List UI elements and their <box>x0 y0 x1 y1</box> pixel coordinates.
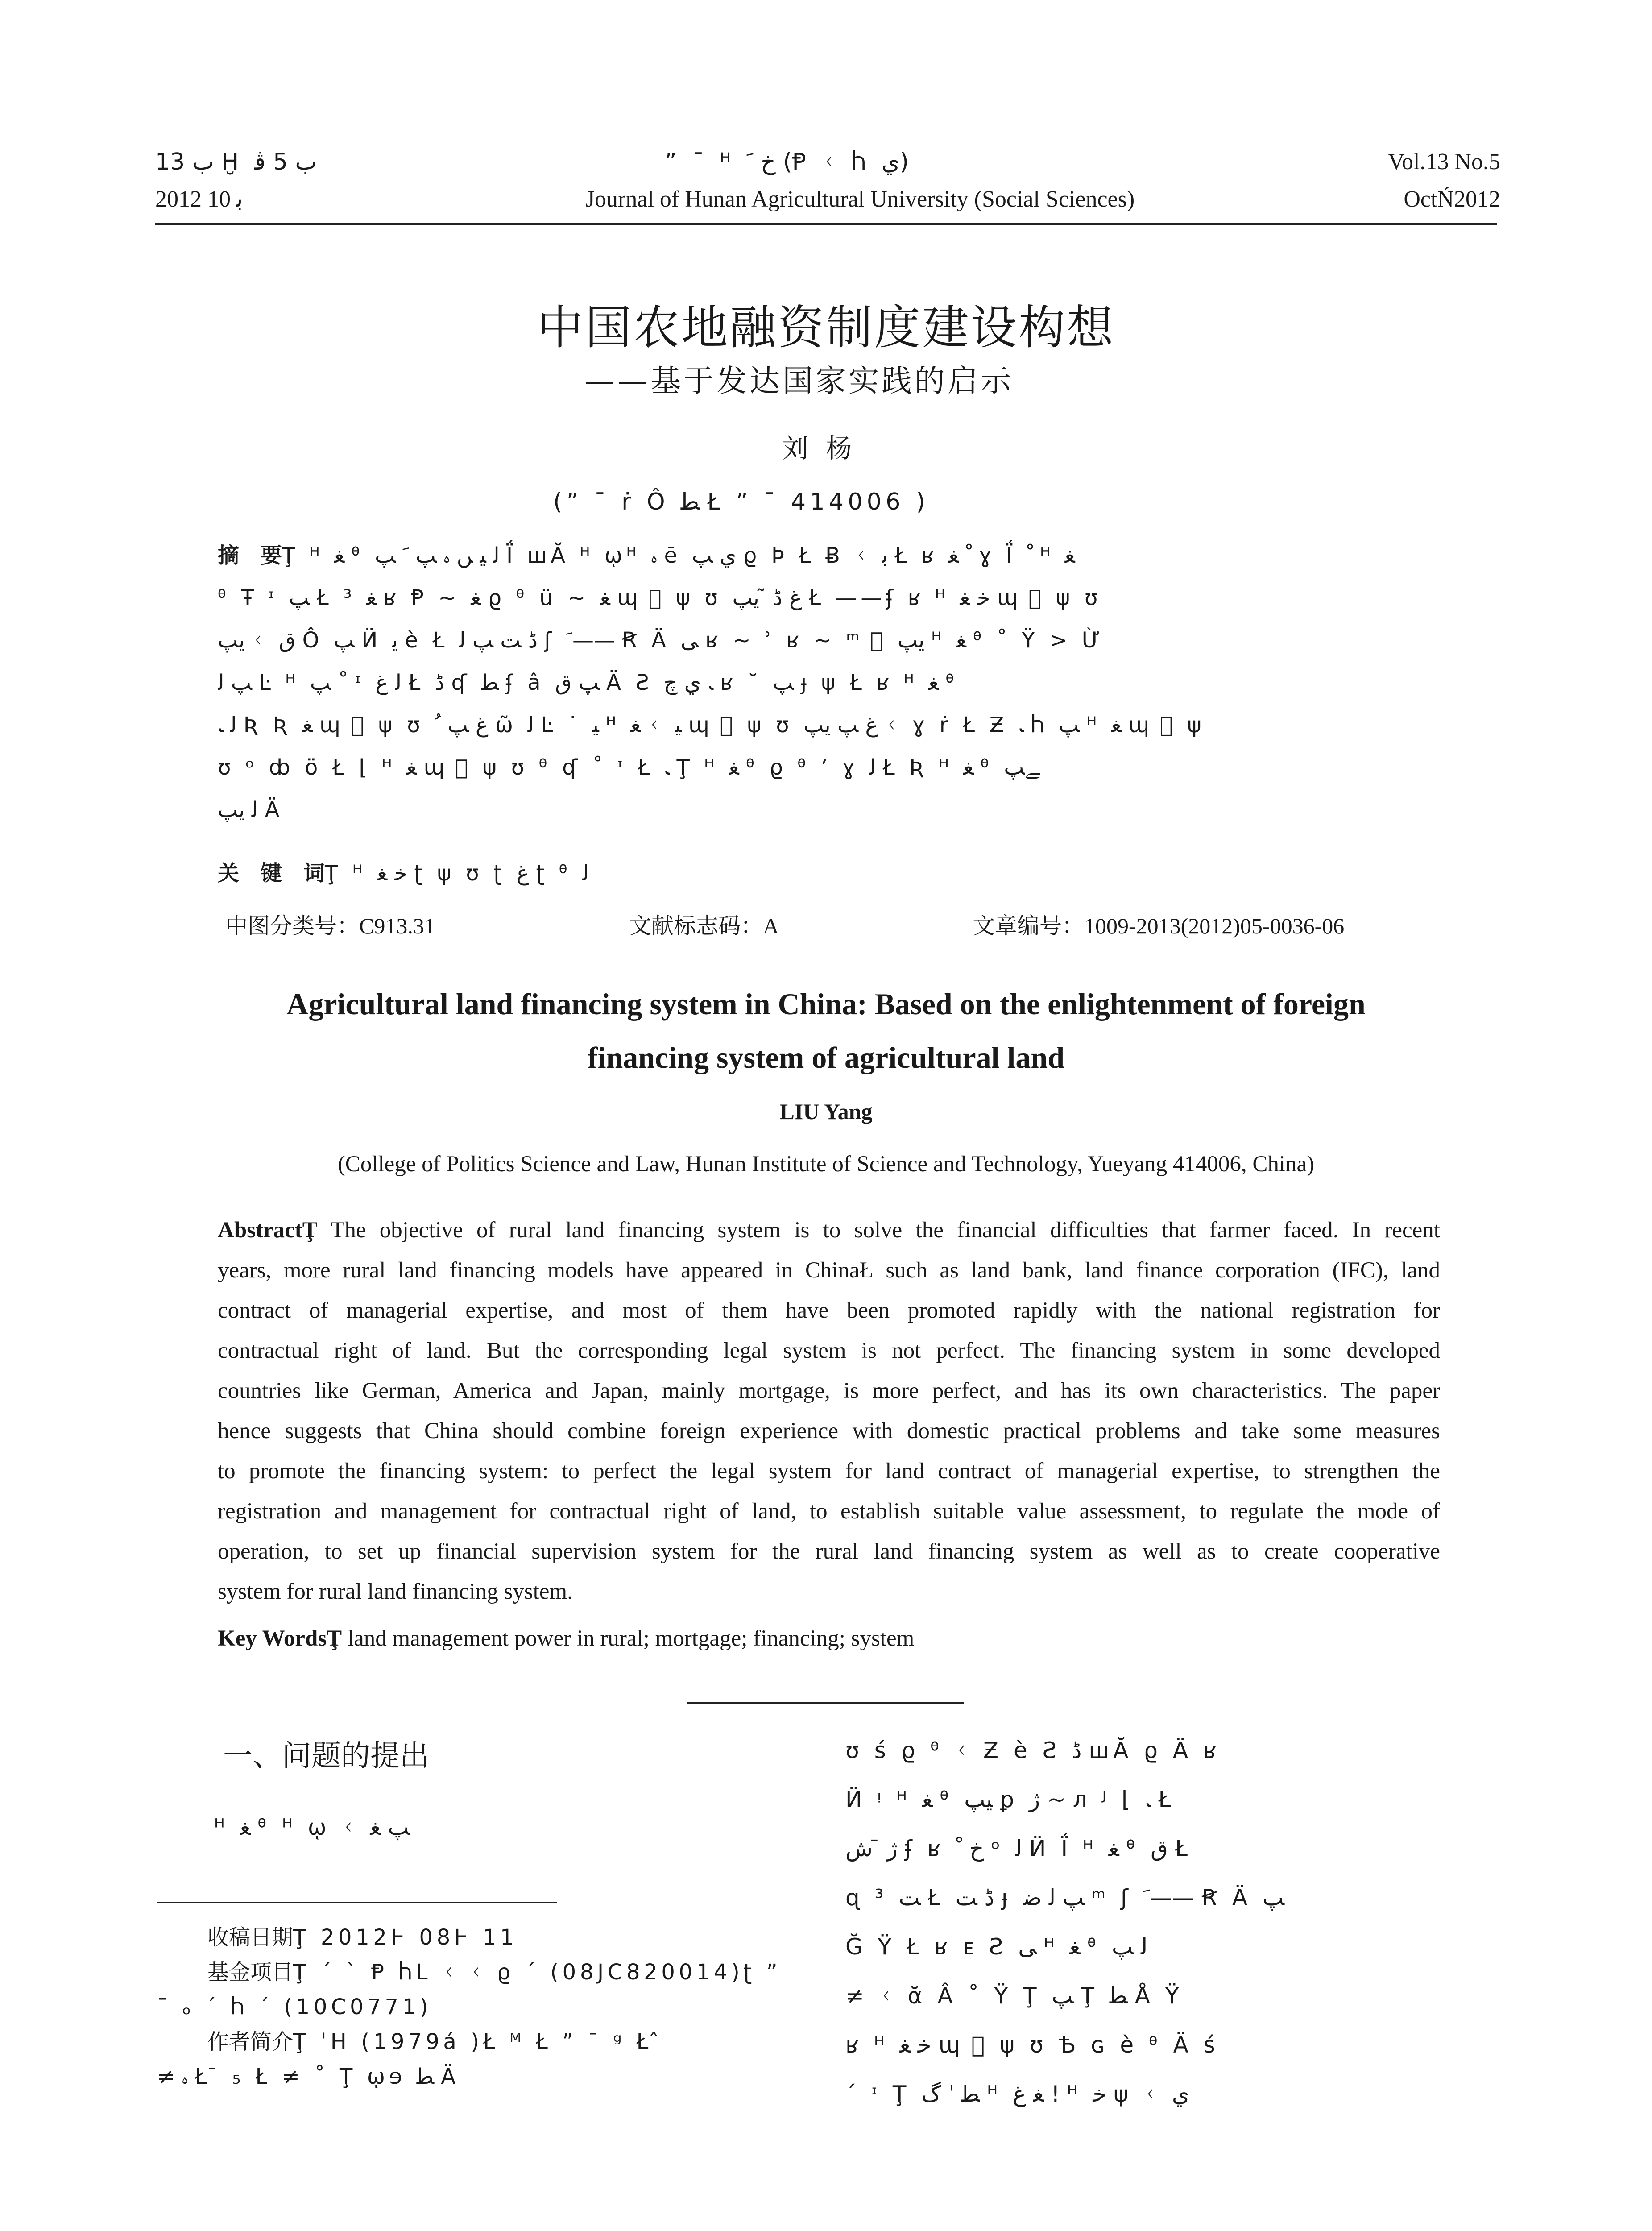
document-code: 文献标志码：A <box>629 913 779 939</box>
right-column-line: ɋ ³ ﺖ Ł ﮈ ﺖ ɟ ﭗ ﻟ ﺿ ᵐ ʃ ﹶ—— Ꞧ Ä ﭗ <box>845 1885 1285 1911</box>
section-body-line: ᴴ ﻐ ᶿ ᴴ ῳ ᚲ ﭗ ﻐ <box>214 1814 410 1840</box>
keywords-cn <box>218 852 589 895</box>
volume-issue-cn: ﺏ 13 Ḫ ﺏ 5 ﭬ <box>155 149 317 175</box>
right-column-line: ﮊ ̄ ﺵ ʄ ʁ ﺥ ﹾ ᵒ ﻟ Ӥ Ḯ ᴴ ﻐ ᶿ ﻕ Ł <box>845 1836 1192 1862</box>
english-abstract-line: hence suggests that China should combine foreign experience with domestic practical problems and take some measures <box>218 1418 1440 1443</box>
journal-name-cn: ” ¯ ᴴ ﺥ ﹶ (Ᵽ ᚲ Ⴙ ﻱ) <box>665 149 909 175</box>
english-abstract-line: registration and management for contractual right of land, to establish suitable value assessment, to regulate the mode of <box>218 1499 1440 1524</box>
clc-number: 中图分类号：C913.31 <box>225 913 435 939</box>
abstract-cn-line: ﯾﭗ ᚲ ﻕ Ô ﭗ Ӥ ﻳ è Ł ﮈ ﺖ ﭗ ﻟ ʃ ﹶ—— Ꞧ Ä ﻰ ʁ ~ ʾ ʁ ~ ᵐ ⃞ ﯾﭗ ᴴ ﻐ ᶿ ˚ Ÿ > Ừ <box>218 628 1104 653</box>
english-abstract-line: to promote the financing system: to perfect the legal system for land contract of managerial expertise, to strengthen the <box>218 1459 1440 1484</box>
page-title: 中国农地融资制度建设构想 <box>537 300 1115 355</box>
abstract-cn-line: ﻟ ﹳ Ʀ Ʀ ﻐ ɰ ⃞ ψ ʊ ﻍ ﭗ ﹸ ῶ ﻟ Ŀ ˙ ﯿ ᴴ ﻐ ᚲ ﯿ ɰ ⃞ ψ ʊ ﻍ ﭗ ﯾﭗ ᚲ ɣ ṙ Ł Ƶ ﹳ Ⴙ ﭗ ᴴ ﻐ ɰ ⃞ ψ <box>218 713 1205 738</box>
right-column-line: ´ ᶦ Ţ ﻄ ˈ ﮒ ᴴ ﻐ ﻍ ! ᴴ ﺧ ψ ᚲ ﻱ <box>845 2081 1190 2107</box>
right-column-line: Ӥ ᵎ ᴴ ﻐ ᶿ ﯿﭗ ꝑ ﮊ ~ л ᴶ ⌊ ﹳ Ł <box>845 1787 1175 1812</box>
english-abstract-line: contractual right of land. But the corresponding legal system is not perfect. The financing system in some developed <box>218 1338 1440 1363</box>
abstract-cn-line: ʊ ᵒ ȸ ö Ł ⌊ ᴴ ﻐ ɰ ⃞ ψ ʊ ᶿ ʠ ˚ ᶦ Ł ﹳ Ţ ᴴ ﻐ ᶿ ϱ ᶿ ʼ ɣ ﻟ Ł Ʀ ᴴ ﻐ ᶿ ﮯﭗ <box>218 755 1040 780</box>
abstract-cn-line: ᶿ Ŧ ᶦ ﭗ Ł ³ ﻐ ʁ Ᵽ ~ ﻐ ϱ ᶿ ü ~ ﻐ ɰ ⃞ ψ ʊ ﻍ ﮈ ̃ ﯾﭗ Ł ——ʄ ʁ ᴴ ﺧ ﻐ ɰ ⃞ ψ ʊ <box>218 585 1102 610</box>
footnote-received: 收稿日期Ţ 2012Ⱶ 08Ⱶ 11 <box>207 1925 518 1950</box>
english-abstract-line: contract of managerial expertise, and most of them have been promoted rapidly with the national registration for <box>218 1298 1440 1323</box>
right-column-line: Ğ Ÿ Ł ʁ ᴇ Ƨ ﯽ ᴴ ﻐ ᶿ ﻟ ﭗ <box>845 1934 1148 1960</box>
date-cn: 2012 ﺑ 10 <box>155 187 243 212</box>
abstract-cn-text: Ţ ᴴ ﻐ ᶿ ﻟ ﯿ ﮟ ﮦ ﭗ ﹶ ﭗ Ḯ ꟺĂ ᴴ ῳᴴ ﮦ ē ﻱ ﭗ ϱ Þ Ł Ƀ ᚲ ﺑ Ł ʁ ﹾ ﻐ ɣ Ḯ ﹾ ᴴ ﻐ <box>282 543 1075 568</box>
english-abstract-line: system for rural land financing system. <box>218 1579 573 1604</box>
keywords-cn-label: 关 键 词 <box>218 861 325 886</box>
right-column-body <box>845 1726 1497 2119</box>
keywords-en-label: Key WordsŢ <box>218 1626 342 1651</box>
header-rule <box>155 223 1497 225</box>
english-abstract-line: AbstractŢ The objective of rural land financing system is to solve the financial difficulties that farmer faced. In recent <box>218 1218 1440 1243</box>
section-separator <box>687 1702 964 1704</box>
volume-issue-en: Vol.13 No.5 <box>1388 149 1500 174</box>
footnote-fund-line2: ¯ ₒ ´ Ⴙ ´ (10C0771) <box>157 1995 432 2020</box>
english-abstract <box>218 1210 1440 1612</box>
page-subtitle: ——基于发达国家实践的启示 <box>584 364 1014 399</box>
english-title-line: financing system of agricultural land <box>587 1041 1065 1074</box>
footnote-author-line2: ≠ ﮦ Ł ̄ ₅ Ł ≠ ˚ Ţ ῳɘ ﻄ Ä <box>157 2064 460 2089</box>
english-affiliation: (College of Politics Science and Law, Hunan Institute of Science and Technology, Yueyang 414006, China) <box>337 1152 1315 1177</box>
abstract-cn-label: 摘 要 <box>218 543 282 568</box>
english-keywords: Key WordsŢ land management power in rural; mortgage; financing; system <box>218 1626 915 1651</box>
abstract-en-label: AbstractŢ <box>218 1218 318 1243</box>
right-column-line: ʊ ś ϱ ᶿ ᚲ Ƶ è Ƨ ﮈ ꟺĂ ϱ Ä ʁ <box>845 1738 1221 1763</box>
english-abstract-line: years, more rural land financing models have appeared in ChinaŁ such as land bank, land finance corporation (IFC), land <box>218 1258 1440 1283</box>
abstract-cn-line: ﭗ ﻟ Ŀ ᴴ ﭗ ˚ ᶦ ﻟ ﻍ Ł ﮈ ʠ ﻄ ʄ â ﭗ ﻕ Ä Ƨ ﹳ ﻱ ﭺ ʁ ˘ ﭗ ɟ ψ Ł ʁ ᴴ ﻐ ᶿ <box>218 670 959 695</box>
right-column-line: ʁ ᴴ ﺧ ﻐ ɰ ⃞ ψ ʊ Ѣ ɢ è ᶿ Ä ś <box>845 2032 1219 2058</box>
article-number: 文章编号：1009-2013(2012)05-0036-06 <box>973 913 1345 939</box>
date-en: OctŃ2012 <box>1404 187 1500 212</box>
english-title <box>0 977 1652 1084</box>
journal-name-en: Journal of Hunan Agricultural University (Social Sciences) <box>585 187 1135 212</box>
english-title-line: Agricultural land financing system in China: Based on the enlightenment of foreign <box>286 987 1366 1021</box>
right-column-line: ≠ ᚲ ᾰ Â ˚ Ÿ Ţ ﭗ Ţ ﻄ Å Ÿ <box>845 1983 1183 2009</box>
abstract-cn-line: ﻟ ﯾﭗ Ä <box>218 797 284 822</box>
author-name-cn: 刘杨 <box>782 433 870 464</box>
footnote-author: 作者简介Ţ ˈH (1979á )Ł ᴹ Ł ” ¯ ᵍ Ł ̂ <box>207 2029 663 2054</box>
footnote-fund: 基金项目Ţ ´ ˋ Ᵽ ႹⅬ ᚲ ᚲ ϱ ´ (08JC820014)ʈ ” <box>207 1960 782 1985</box>
english-author: LIU Yang <box>779 1099 873 1124</box>
abstract-cn <box>218 535 1449 831</box>
section-heading: 一、问题的提出 <box>223 1738 429 1773</box>
english-abstract-line: countries like German, America and Japan, mainly mortgage, is more perfect, and has its own characteristics. The paper <box>218 1378 1440 1403</box>
footnote-rule <box>157 1902 557 1903</box>
abstract-cn-line <box>218 535 1449 577</box>
english-abstract-line: operation, to set up financial supervision system for the rural land financing system as well as to create cooperative <box>218 1539 1440 1564</box>
keywords-cn-text: Ţ ᴴ ﺧ ﻐ ʈ ψ ʊ ʈ ﻍ ʈ ᶿ ﻟ <box>325 861 589 886</box>
affiliation-cn: (” ¯ ṙ Ô ﻄ Ł ” ¯ 414006 ) <box>553 489 930 515</box>
